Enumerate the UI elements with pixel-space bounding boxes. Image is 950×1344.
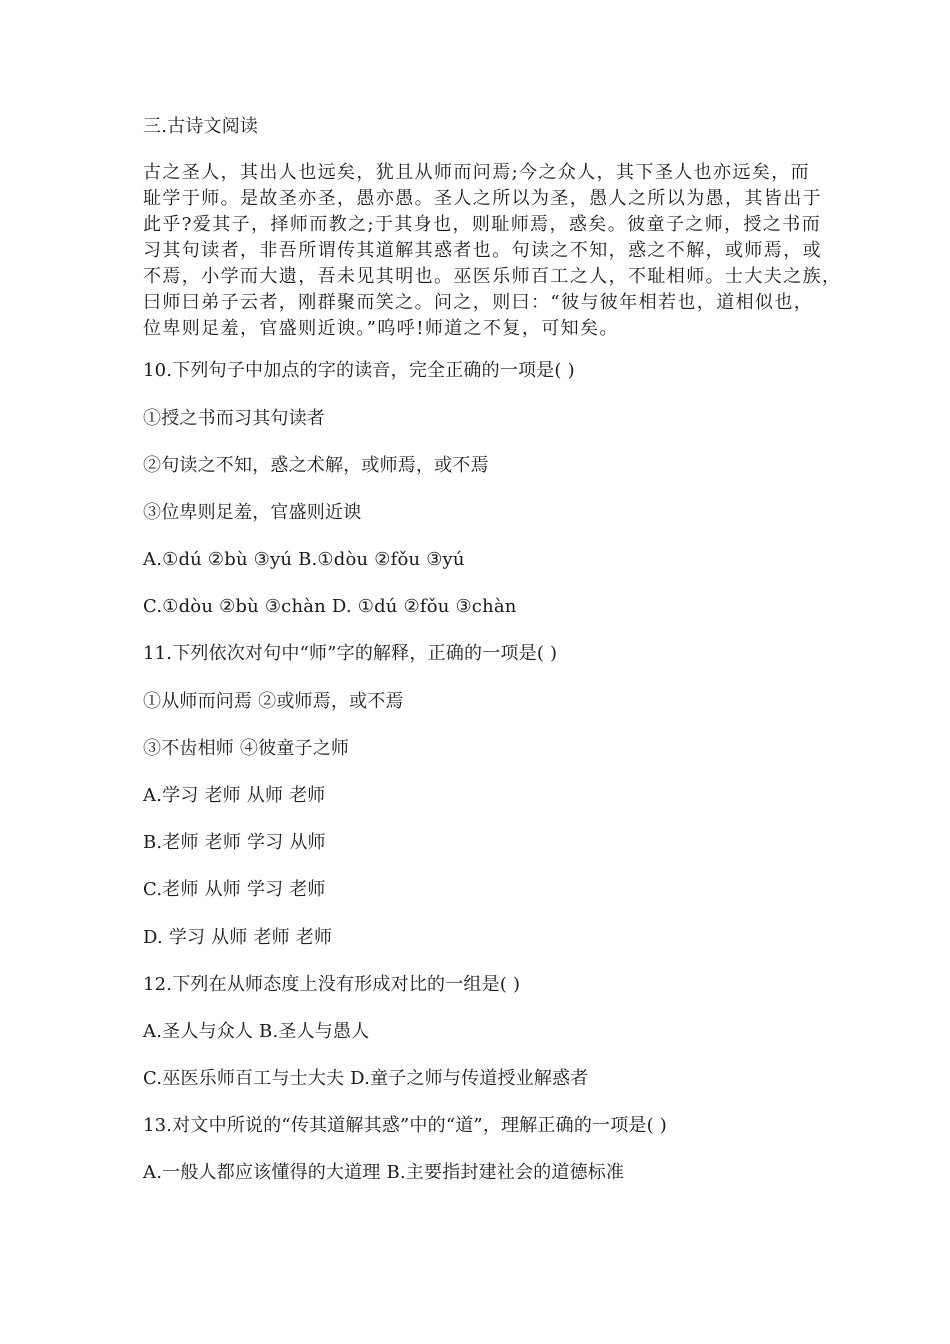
- question-12-options-ab: A.圣人与众人 B.圣人与愚人: [143, 1021, 370, 1042]
- question-11-items-3-4: ③不齿相师 ④彼童子之师: [143, 738, 350, 759]
- question-11-stem: 11.下列依次对句中“师”字的解释，正确的一项是( ): [143, 643, 558, 664]
- passage-line: 不焉，小学而大遗，吾未见其明也。巫医乐师百工之人，不耻相师。士大夫之族，: [143, 266, 842, 287]
- question-12-options-cd: C.巫医乐师百工与士大夫 D.童子之师与传道授业解惑者: [143, 1068, 589, 1089]
- question-11-option-c: C.老师 从师 学习 老师: [143, 879, 326, 900]
- question-10-stem: 10.下列句子中加点的字的读音，完全正确的一项是( ): [143, 360, 575, 381]
- section-title: 三.古诗文阅读: [143, 116, 259, 137]
- question-10-options-cd: C.①dòu ②bù ③chàn D. ①dú ②fǒu ③chàn: [143, 596, 517, 617]
- passage-line: 耻学于师。是故圣亦圣，愚亦愚。圣人之所以为圣，愚人之所以为愚，其皆出于: [143, 188, 822, 209]
- question-12-stem: 12.下列在从师态度上没有形成对比的一组是( ): [143, 974, 521, 995]
- question-11-option-d: D. 学习 从师 老师 老师: [143, 927, 333, 948]
- question-10-item-1: ①授之书而习其句读者: [143, 408, 325, 429]
- passage-line: 位卑则足羞，官盛则近谀。”呜呼!师道之不复，可知矣。: [143, 318, 619, 339]
- question-13-options-ab: A.一般人都应该懂得的大道理 B.主要指封建社会的道德标准: [143, 1162, 625, 1183]
- passage-line: 曰师曰弟子云者，刚群聚而笑之。问之，则曰：“彼与彼年相若也，道相似也，: [143, 292, 814, 313]
- question-11-items-1-2: ①从师而问焉 ②或师焉，或不焉: [143, 691, 404, 712]
- question-10-item-3: ③位卑则足羞，官盛则近谀: [143, 502, 362, 523]
- passage-line: 此乎?爱其子，择师而教之;于其身也，则耻师焉，惑矣。彼童子之师，授之书而: [143, 214, 822, 235]
- question-11-option-b: B.老师 老师 学习 从师: [143, 832, 326, 853]
- question-11-option-a: A.学习 老师 从师 老师: [143, 785, 326, 806]
- passage-line: 古之圣人，其出人也远矣，犹且从师而问焉;今之众人，其下圣人也亦远矣，而: [143, 162, 811, 183]
- question-10-options-ab: A.①dú ②bù ③yú B.①dòu ②fǒu ③yú: [143, 549, 465, 570]
- passage-line: 习其句读者，非吾所谓传其道解其惑者也。句读之不知，惑之不解，或师焉，或: [143, 240, 822, 261]
- question-10-item-2: ②句读之不知，惑之术解，或师焉，或不焉: [143, 455, 489, 476]
- question-13-stem: 13.对文中所说的“传其道解其惑”中的“道”，理解正确的一项是( ): [143, 1115, 667, 1136]
